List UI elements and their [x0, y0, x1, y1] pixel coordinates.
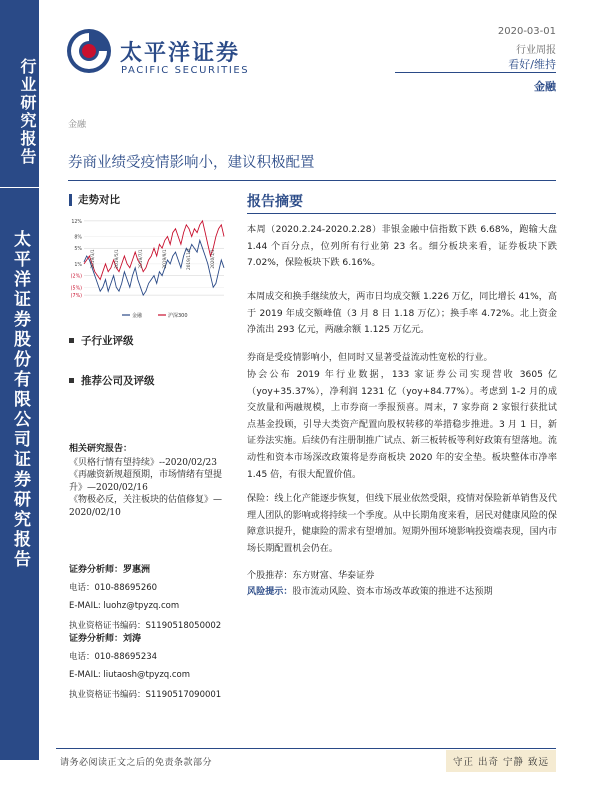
footer-divider: [56, 748, 556, 749]
summary-divider: [247, 213, 556, 214]
header-divider: [395, 72, 556, 73]
risk-warning: [247, 584, 557, 601]
risk-label: 风险提示：: [247, 587, 293, 597]
breadcrumb: 金融: [68, 120, 87, 130]
trend-chart: [66, 209, 228, 329]
summary-paragraph: 协会公布 2019 年行业数据，133 家证券公司实现营收 3605 亿（yoy+35.37%），净利润 1231 亿（yoy+84.77%）。考虑到 1-2 月的成交放量和两融规模，上市券商一季报预喜。周末，7 家券商 2 家银行获批试点基金投顾，引导大类资产配置向股权转移的举措稳步推进。3 月 1 日，新证券法实施。后续仍有注册制推广试点、新三板转板等利好政策有望落地。流动性和资本市场深改政策将是券商板块 2020 年的安全垫。板块整体市净率 1.45 倍，有很大配置价值。: [247, 370, 557, 480]
related-report-item[interactable]: 《再融资新规超预期，市场情绪有望提升》—2020/02/16: [69, 470, 223, 493]
analyst-email[interactable]: E-MAIL: luohz@tpyzq.com: [69, 601, 180, 611]
analyst-email[interactable]: E-MAIL: liutaosh@tpyzq.com: [69, 670, 191, 680]
chart-x-tick-label: 2019/5/1: [115, 249, 120, 269]
stock-picks: 个股推荐：东方财富、华泰证券: [247, 571, 375, 581]
chart-x-tick-label: 2019/7/1: [139, 249, 144, 269]
chart-x-tick-label: 2019/3/1: [91, 249, 96, 269]
brand-name-cn: 太平洋证券: [120, 41, 241, 66]
chart-y-tick-label: (5%): [70, 286, 82, 292]
chart-x-tick-label: 2019/9/1: [163, 249, 168, 269]
chart-x-tick-label: 2019/11/1: [187, 247, 192, 271]
brand-name-en: PACIFIC SECURITIES: [121, 65, 250, 76]
related-reports: [69, 443, 229, 519]
chart-y-tick-label: 8%: [74, 235, 82, 241]
analyst-card: [69, 562, 234, 639]
risk-text: 股市流动风险、资本市场改革政策的推进不达预期: [292, 587, 493, 597]
chart-y-tick-label: 12%: [71, 219, 82, 225]
related-report-item[interactable]: 《物极必反，关注板块的估值修复》—2020/02/10: [69, 495, 223, 518]
section-trend-label: 走势对比: [78, 194, 120, 206]
chart-legend-label: 金融: [132, 313, 143, 319]
sidebar-company-text: 太平洋证券股份有限公司证券研究报告: [10, 230, 30, 570]
analyst-cert: 执业资格证书编码：S1190518050002: [69, 621, 222, 631]
summary-paragraph: 本周成交和换手继续放大，两市日均成交额 1.226 万亿，同比增长 41%，高于 2019 年成交额峰值（3 月 8 日 1.18 万亿）；换手率 4.72%。北上资金净流出 293 亿元，两融余额 1.125 万亿元。: [247, 292, 557, 336]
analyst-cert: 执业资格证书编码：S1190517090001: [69, 690, 222, 700]
analyst-card: [69, 631, 234, 708]
section-square-icon: [69, 338, 74, 343]
section-trend-heading: [69, 192, 120, 207]
summary-paragraph: 本周（2020.2.24-2020.2.28）非银金融中信指数下跌 6.68%，跑输大盘 1.44 个百分点，位列所有行业第 23 名。细分板块来看，证券板块下跌 7.02%，保险板块下跌 6.16%。: [247, 225, 557, 269]
chart-y-tick-label: (7%): [70, 294, 82, 300]
rating-label: 看好/维持: [508, 58, 556, 71]
pacific-securities-logo-icon: [66, 28, 112, 74]
section-recommend-label: 推荐公司及评级: [81, 375, 155, 387]
section-industry-heading: [69, 333, 134, 348]
section-square-icon: [69, 378, 74, 383]
left-sidebar: [0, 0, 39, 792]
section-bar-icon: [69, 194, 72, 206]
section-industry-label: 子行业评级: [81, 335, 134, 347]
summary-title: 报告摘要: [247, 194, 303, 210]
section-recommend-heading: [69, 373, 155, 388]
report-type: 行业周报: [516, 45, 556, 56]
chart-y-tick-label: 5%: [74, 247, 82, 253]
page-title: 券商业绩受疫情影响小，建议积极配置: [68, 155, 315, 171]
footer-motto: 守正 出奇 宁静 致远: [446, 750, 556, 772]
analyst-name: 证券分析师：罗惠洲: [69, 565, 151, 575]
report-date: 2020-03-01: [497, 26, 556, 37]
analyst-phone: 电话：010-88695234: [69, 652, 158, 662]
chart-legend-label: 沪深300: [168, 313, 188, 319]
sidebar-category-text: 行业研究报告: [18, 58, 37, 166]
chart-y-tick-label: 1%: [74, 262, 82, 268]
analyst-name: 证券分析师：刘涛: [69, 634, 142, 644]
title-divider: [68, 180, 556, 181]
related-reports-label: 相关研究报告：: [69, 444, 133, 454]
analyst-phone: 电话：010-88695260: [69, 583, 158, 593]
chart-y-tick-label: (2%): [70, 274, 82, 280]
summary-paragraph: 保险：线上化产能逐步恢复，但线下展业依然受限，疫情对保险新单销售及代理人团队的影响或将持续一个季度。从中长期角度来看，居民对健康风险的保障意识提升，健康险的需求有望增加。短期外围环境影响投资端表现，国内市场长期配置机会仍在。: [247, 494, 557, 554]
sector-label: 金融: [534, 80, 556, 93]
summary-paragraph: 券商是受疫情影响小，但同时又显著受益流动性宽松的行业。: [247, 353, 493, 363]
related-report-item[interactable]: 《贝格行情有望持续》--2020/02/23: [69, 457, 217, 468]
footer-disclaimer: 请务必阅读正文之后的免责条款部分: [60, 758, 213, 768]
chart-x-tick-label: 2020/1/1: [211, 249, 216, 269]
